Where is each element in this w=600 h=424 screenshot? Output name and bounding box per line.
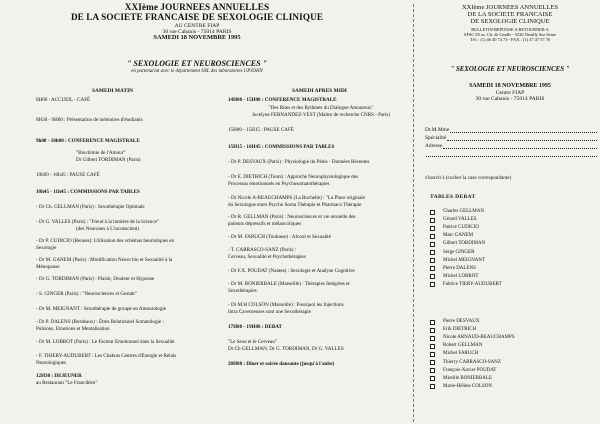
program-line: - Dr P. CUDICIO (Rennes): Utilisation des schémas heuristiques en [36, 238, 175, 244]
table-option[interactable] [430, 216, 600, 224]
specialty-field[interactable] [447, 135, 597, 141]
program-line: - Dr M. FARUCH (Toulouse) : Alcool et Sexualité [228, 234, 331, 240]
table-option[interactable] [430, 208, 600, 216]
checkbox[interactable] [430, 258, 435, 263]
program-line: 17H00 - 19H00 : DEBAT [228, 324, 282, 330]
table-option[interactable] [430, 232, 600, 240]
registration-header [422, 4, 598, 42]
phone-fax: Tél. : (1) 46 40 74 73 - FAX : (1) 47 47 57 76 [469, 36, 551, 42]
program-line: - Dr M. LOBROT (Paris) : Le Facteur Emotionnel dans la Sexualité [36, 339, 175, 345]
checkbox[interactable] [430, 344, 435, 349]
program-line: - Dr P. DALENS (Bordeaux) : Êtres Relationnel Somatologie : [36, 319, 164, 325]
program-line: 20H00 : Dîner et soirée dansante (jusqu'à l'aube) [228, 361, 335, 367]
program-line: 10h45 - 11h45 : COMMISSIONS PAR TABLES [36, 189, 140, 195]
table-option[interactable] [430, 334, 600, 342]
checkbox[interactable] [430, 218, 435, 223]
table-option[interactable] [430, 326, 600, 334]
program-line: - Dr F.X. POUDAT (Nantes) : Sexologie et Analyse Cognitive [228, 268, 355, 274]
table-option[interactable] [430, 248, 600, 256]
speaker-name: Patrice CUDICIO [443, 225, 479, 231]
return-address: SFSC 85 av. Ch. de Gaulle - 9220 Neuilly Sur Seine [464, 31, 556, 37]
program-line: Sexologie [36, 245, 57, 251]
table-option[interactable] [430, 240, 600, 248]
name-field[interactable] [450, 127, 597, 133]
program-line: 9h00 - 10h00 : CONFERENCE MAGISTRALE [36, 138, 140, 144]
specialty-label: Spécialité [425, 134, 447, 141]
table-option[interactable] [430, 265, 600, 273]
name-row [425, 126, 597, 134]
address-field-2[interactable] [426, 151, 597, 157]
program-line: Jocelyne FERNANDEZ-VEST (Maître de recherche CNRS - Paris) [251, 112, 391, 118]
program-line: (des Neurones à L'inconscient) [76, 226, 140, 232]
speaker-name: Mireille BONIERBALE [443, 375, 493, 381]
program-line: 8H30 - 9H00 : Présentation de mémoires d'étudiants [36, 117, 143, 123]
specialty-row [425, 134, 597, 142]
checkbox[interactable] [430, 242, 435, 247]
speaker-name: Gérard VALLES [443, 217, 477, 223]
program-line: - Dr M. MEIGNANT : Sexothérapie de groupe en Amourologie [36, 306, 167, 312]
checkbox[interactable] [430, 234, 435, 239]
speaker-name: Michel MEIGNANT [443, 257, 486, 263]
registration-title-line3: DE SEXOLOGIE CLINIQUE [470, 18, 550, 26]
event-partner-note: en partenariat avec le département SNL des laboratoires UPJOHN [131, 69, 263, 74]
address-row-2 [425, 150, 597, 158]
program-line: - Dr M. GANEM (Paris) : Modification Neuro bio et Sexualité à la [36, 257, 173, 263]
program-line: "Des Rites et des Rythmes du Dialogue Amoureux" [268, 105, 374, 111]
speaker-name: Gilbert TORDIMAN [443, 241, 486, 247]
program-line: patients dépressifs et mélancoliques [228, 221, 302, 227]
event-subtitle: " SEXOLOGIE ET NEUROSCIENCES " [126, 59, 268, 68]
registration-form [425, 126, 597, 158]
return-note: BULLETIN-REPONSE A RETOURNER A [471, 27, 549, 33]
program-line: - T. CARRASCO-SANZ (Paris) : [228, 247, 297, 253]
program-line: - Dr Nicole A-BEAUCHAMPS (La Rochelle) : "La Place originale [228, 195, 365, 201]
program-line: Pulsions, Emotions et Mentalisation [36, 326, 110, 332]
program-line: 14H00 - 15H00 : CONFERENCE MAGISTRALE [228, 97, 337, 103]
speaker-name: Thierry CARRASCO-SANZ [443, 359, 501, 365]
checkbox[interactable] [430, 384, 435, 389]
registration-title-line2: DE LA SOCIETE FRANCAISE [467, 11, 553, 19]
program-line: - F. THIERY-AUDUBERT : Les Chakras Centres d'Energie et Relais [36, 353, 177, 359]
speaker-name: Fabrice TIERY-AUDUBERT [443, 281, 502, 287]
checkbox[interactable] [430, 328, 435, 333]
speaker-name: Pierre DESVAUX [443, 319, 480, 325]
speaker-name: Charles GELLMAN [443, 209, 484, 215]
table-option[interactable] [430, 224, 600, 232]
checkbox[interactable] [430, 274, 435, 279]
event-header [62, 3, 332, 42]
table-option[interactable] [430, 257, 600, 265]
registration-date: SAMEDI 18 NOVEMBRE 1995 [469, 83, 551, 89]
program-line: - Dr G. VALLES (Paris) : "Freud à la lumière de la Science" [36, 219, 159, 225]
registration-venue: Centre FIAP [495, 89, 525, 96]
table-option[interactable] [430, 383, 600, 391]
registration-event-info [422, 83, 598, 103]
program-line: 10h00 - 10h45 : PAUSE CAFÉ [36, 172, 100, 178]
checkbox[interactable] [430, 368, 435, 373]
registration-address: 30 rue Cabanis - 75014 PARIS [475, 96, 545, 103]
program-line: - Dr E. DIETRICH (Tours) : Approche Neurophysiologique des [228, 174, 358, 180]
program-line: Neurologiques [36, 360, 66, 366]
program-line: - Dr G. TORDIMAN (Paris) : Plaisir, Douleur et Hypnose [36, 276, 155, 282]
program-line: 15H00 - 15H15 : PAUSE CAFÉ [228, 127, 294, 133]
registration-subtitle: " SEXOLOGIE ET NEUROSCIENCES " [450, 66, 570, 73]
program-line: Sexothérapies [228, 288, 257, 294]
checkbox[interactable] [430, 376, 435, 381]
program-line: - Dr M.H COLSON (Marseille) : Pourquoi les Injections [228, 302, 344, 308]
program-line: 12H30 : DEJEUNER [36, 373, 82, 379]
checkbox[interactable] [430, 250, 435, 255]
speaker-name: Nicole ARNAUD-BEAUCHAMPS [443, 335, 515, 341]
checkbox[interactable] [430, 266, 435, 271]
program-line: - Dr R. GELLMAN (Paris) : Neurosciences et vie sexuelle des [228, 214, 356, 220]
speaker-name: Erik DIETRICH [443, 327, 477, 333]
speaker-name: François-Xavier POUDAT [443, 367, 497, 373]
program-line: Dr Gilbert TORDIMAN (Paris) [76, 157, 141, 163]
table-option[interactable] [430, 358, 600, 366]
afternoon-heading: SAMEDI APRES MIDI [292, 88, 347, 94]
table-option[interactable] [430, 273, 600, 281]
address-field[interactable] [443, 143, 597, 149]
name-label: Dr.M.Mme [425, 126, 450, 133]
checkbox[interactable] [430, 210, 435, 215]
table-option[interactable] [430, 375, 600, 383]
registration-instructions: s'inscrit à (cocher la case correspondante) [425, 175, 512, 181]
program-line: "Le Sexe et le Cerveau" [228, 339, 277, 345]
program-line: 8H00 : ACCUEIL - CAFÉ [36, 97, 91, 103]
event-title-line1: XXIème JOURNEES ANNUELLES [124, 2, 270, 12]
checkbox[interactable] [430, 320, 435, 325]
program-line: Processus émotionnels en Psychosomatothérapies [228, 181, 330, 187]
program-line: Dr Ch GELLMAN, Dr G. TORDIMAN, Dr G. VALLES [228, 346, 344, 352]
checkbox[interactable] [430, 226, 435, 231]
checkbox[interactable] [430, 360, 435, 365]
event-title-line2: DE LA SOCIETE FRANCAISE DE SEXOLOGIE CLINIQUE [70, 11, 324, 22]
program-line: - S. GINGER (Paris) : "Neurosciences et Gestalt" [36, 291, 137, 297]
program-line: - Dr M. BONIERBALE (Marseille) : Thérapies Intégrées et [228, 281, 350, 287]
program-line: - Dr P. DESVAUX (Paris) : Physiologie du Pénis - Données Récentes [228, 159, 370, 165]
address-label: Adresse [425, 142, 443, 149]
program-line: "Biochimie de l'Amour" [76, 150, 126, 156]
checkbox[interactable] [430, 352, 435, 357]
event-address: 30 rue Cabanis - 75014 PARIS [162, 28, 232, 35]
table-option[interactable] [430, 342, 600, 350]
speaker-name: Pierre DALENS [443, 265, 476, 271]
checkbox[interactable] [430, 336, 435, 341]
table-option[interactable] [430, 281, 600, 289]
speaker-name: Marie-Hélène COLSON [443, 383, 493, 389]
program-line: au Restaurant "Le Franciléen" [36, 380, 98, 386]
afternoon-tables-list [430, 318, 600, 391]
event-venue: AU CENTRE FIAP [174, 22, 220, 29]
tables-heading: TABLES DEBAT [430, 194, 476, 200]
morning-heading: SAMEDI MATIN [92, 88, 134, 94]
speaker-name: Robert GELLMAN [443, 343, 483, 349]
morning-tables-list [430, 208, 600, 289]
registration-title-line1: XXIème JOURNEES ANNUELLES [461, 4, 559, 11]
event-date: SAMEDI 18 NOVEMBRE 1995 [153, 33, 241, 41]
speaker-name: Marc GANEM [443, 233, 474, 239]
program-line: Ménopause [36, 264, 60, 270]
program-line: - Dr Ch. GELLMAN (Paris) : Sexothérapie Optimale [36, 204, 145, 210]
checkbox[interactable] [430, 282, 435, 287]
speaker-name: Michel FARUCH [443, 351, 479, 357]
speaker-name: Michel LOBROT [443, 273, 479, 279]
program-line: 15H15 - 16H45 : COMMISSIONS PAR TABLES [228, 144, 335, 150]
table-option[interactable] [430, 367, 600, 375]
table-option[interactable] [430, 318, 600, 326]
address-row [425, 142, 597, 150]
cut-line-divider [413, 4, 414, 422]
program-line: Cerveau, Sexualité et Psychothérapies [228, 254, 306, 260]
table-option[interactable] [430, 350, 600, 358]
speaker-name: Serge GINGER [443, 249, 475, 255]
program-line: Intra Caverneuses sont une Sexothérapie [228, 309, 311, 315]
program-line: du Sexologue entre Psycho Soma Thérapie et Pharmaco Thérapie [228, 202, 362, 208]
